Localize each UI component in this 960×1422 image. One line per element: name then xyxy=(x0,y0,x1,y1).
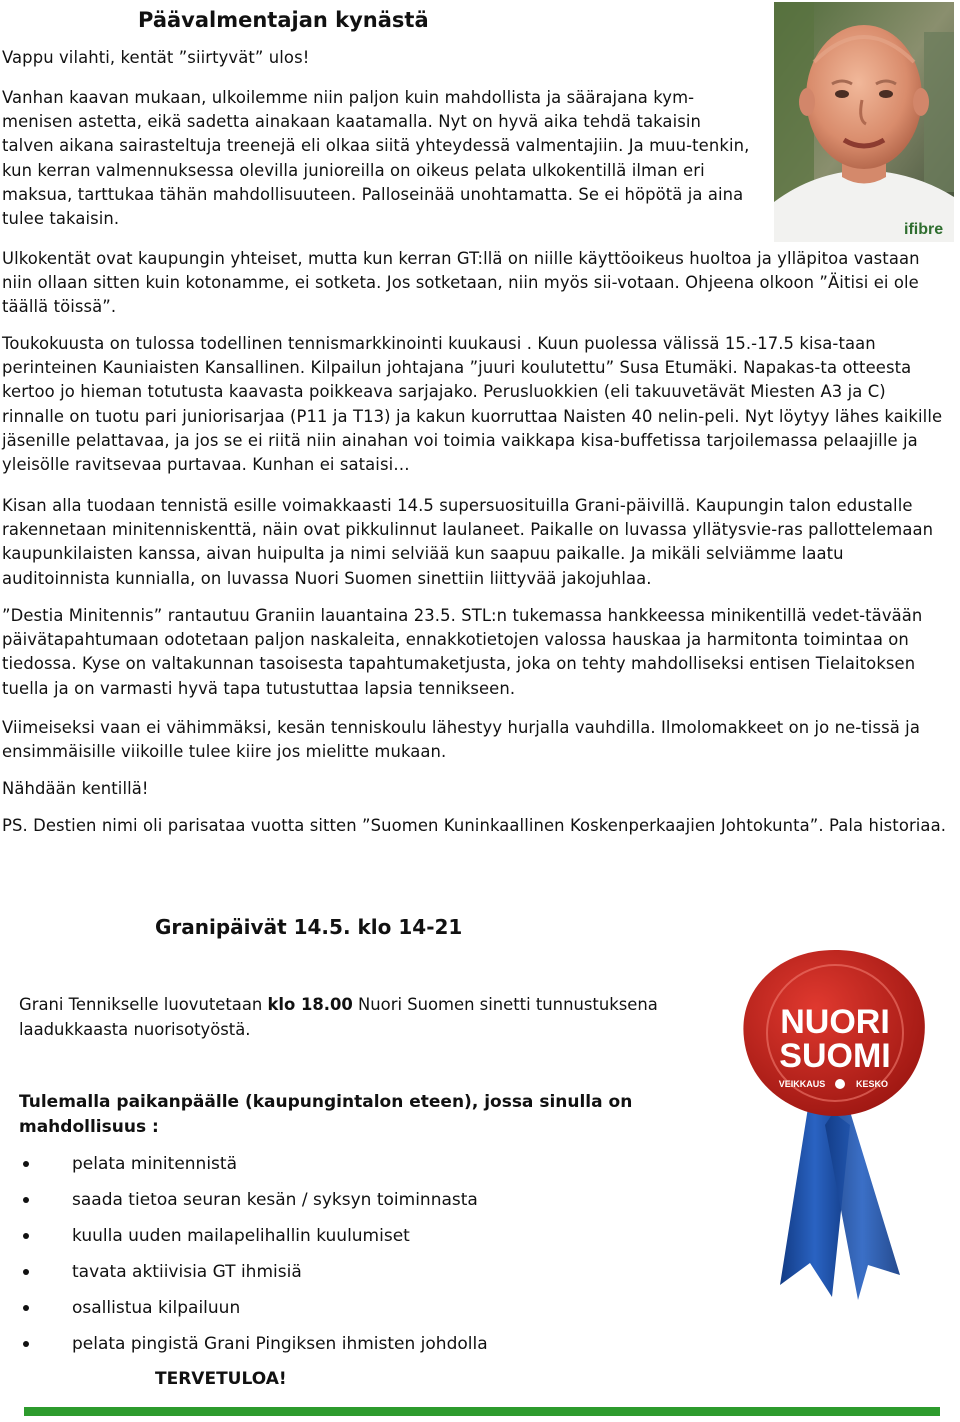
list-item xyxy=(19,1294,488,1330)
list-item xyxy=(19,1258,488,1294)
paragraph-7: Nähdään kentillä! xyxy=(2,779,149,798)
paragraph-2: Ulkokentät ovat kaupungin yhteiset, mutta kun kerran GT:llä on niille käyttöoikeus huoltoa ja ylläpitoa vastaan niin ollaan sitten kuin kotonamme, ei sotketa. Jos sotketaan, niin myös sii-votaan. Ohjeena olkoon ”Äitisi ei ole täällä töissä”. xyxy=(2,249,920,317)
grani-text-time: klo 18.00 xyxy=(267,995,353,1014)
list-item-label: kuulla uuden mailapelihallin kuulumiset xyxy=(72,1226,410,1246)
grani-text xyxy=(19,992,739,1042)
paragraph-1: Vanhan kaavan mukaan, ulkoilemme niin paljon kuin mahdollista ja säärajana kym-menisen astetta, eikä sadetta ainakaan kaatamalla. Nyt on hyvä aika tehdä takaisin talven aikana sairasteltuja treenejä eli olkaa siitä yhteydessä valmentajiin. Ja muu-tenkin, kun kerran valmennuksessa olevilla junioreilla on oikeus pelata ulkokentillä ilman eri maksua, tarttukaa tähän mahdollisuuteen. Palloseinää unohtamatta. Se ei höpötä ja aina tulee takaisin. xyxy=(2,88,750,229)
intro-line: Vappu vilahti, kentät ”siirtyvät” ulos! xyxy=(2,48,310,67)
article-title: Päävalmentajan kynästä xyxy=(138,8,429,32)
grani-text-before: Grani Tennikselle luovutetaan xyxy=(19,995,268,1014)
badge-line1: NUORI xyxy=(780,1003,890,1041)
welcome-text: TERVETULOA! xyxy=(155,1369,287,1389)
badge-sponsor-left: VEIKKAUS xyxy=(778,1079,826,1089)
grani-text-after: Nuori Suomen sinetti tunnustuksena laadukkaasta nuorisotyöstä. xyxy=(19,995,658,1039)
grani-heading: Tulemalla paikanpäälle (kaupungintalon eteen), jossa sinulla on mahdollisuus : xyxy=(19,1092,633,1137)
list-item xyxy=(19,1186,488,1222)
paragraph-5: ”Destia Minitennis” rantautuu Graniin lauantaina 23.5. STL:n tukemassa hankkeessa minikentillä vedet-tävään päivätapahtumaan odotetaan paljon naskaleita, ennakkotietojen valossa hauskaa ja harmitonta toimintaa on tiedossa. Kyse on valtakunnan tasoisesta tapahtumaketjusta, joka on tehty mahdolliseksi entisen Tielaitoksen tuella ja on varmasti hyvä tapa tutustuttaa lapsia tennikseen. xyxy=(2,606,923,698)
list-item xyxy=(19,1150,488,1186)
bullet-icon xyxy=(23,1341,29,1347)
list-item xyxy=(19,1330,488,1366)
list-item-label: osallistua kilpailuun xyxy=(72,1298,241,1318)
paragraph-4: Kisan alla tuodaan tennistä esille voimakkaasti 14.5 supersuosituilla Grani-päivillä. Kaupungin talon edustalle rakennetaan minitenniskenttä, näin ovat pikkulinnut laulaneet. Paikalle on luvassa yllätysvie-ras pallottelemaan kaupunkilaisten kanssa, aivan huipulta ja nimi selviää kun saapuu paikalle. Ja mikäli selviämme laatu auditoinnista kunnialla, on luvassa Nuori Suomen sinettiin liittyvää jakojuhlaa. xyxy=(2,496,934,588)
nuori-suomi-badge xyxy=(740,945,930,1305)
paragraph-8: PS. Destien nimi oli parisataa vuotta sitten ”Suomen Kuninkaallinen Koskenperkaajien Johtokunta”. Pala historiaa. xyxy=(2,816,947,835)
badge-line2: SUOMI xyxy=(779,1037,891,1075)
footer-bar xyxy=(24,1407,940,1416)
list-item-label: pelata pingistä Grani Pingiksen ihmisten johdolla xyxy=(72,1334,488,1354)
bullet-icon xyxy=(23,1269,29,1275)
plus-icon xyxy=(835,1079,845,1089)
bullet-icon xyxy=(23,1161,29,1167)
activity-list xyxy=(19,1150,488,1366)
list-item-label: saada tietoa seuran kesän / syksyn toiminnasta xyxy=(72,1190,478,1210)
list-item-label: tavata aktiivisia GT ihmisiä xyxy=(72,1262,302,1282)
list-item-label: pelata minitennistä xyxy=(72,1154,237,1174)
badge-sponsor-right: KESKO xyxy=(855,1079,889,1089)
bullet-icon xyxy=(23,1233,29,1239)
coach-photo xyxy=(774,2,954,242)
list-item xyxy=(19,1222,488,1258)
bullet-icon xyxy=(23,1305,29,1311)
shirt-logo-text: ifibre xyxy=(904,221,944,238)
bullet-icon xyxy=(23,1197,29,1203)
paragraph-3: Toukokuusta on tulossa todellinen tennismarkkinointi kuukausi . Kuun puolessa välissä 15.-17.5 kisa-taan perinteinen Kauniaisten Kansallinen. Kilpailun johtajana ”juuri koulutettu” Susa Etumäki. Napakas-ta otteesta kertoo jo hieman totutusta kaavasta poikkeava sarjajako. Perusluokkien (eli takuuvetävät Miesten A3 ja C) rinnalle on tuotu pari juniorisarjaa (P11 ja T13) ja kakun kuorruttaa Naisten 40 nelin-peli. Nyt löytyy lähes kaikille jäsenille pelattavaa, ja jos se ei riitä niin ainahan voi toimia vaikkapa kisa-buffetissa tarjoilemassa pelaajille ja yleisölle ravitsevaa purtavaa. Kunhan ei sataisi… xyxy=(2,334,943,475)
grani-title: Granipäivät 14.5. klo 14-21 xyxy=(155,915,463,939)
paragraph-6: Viimeiseksi vaan ei vähimmäksi, kesän tenniskoulu lähestyy hurjalla vauhdilla. Ilmolomakkeet on jo ne-tissä ja ensimmäisille viikoille tulee kiire jos mielitte mukaan. xyxy=(2,718,920,762)
